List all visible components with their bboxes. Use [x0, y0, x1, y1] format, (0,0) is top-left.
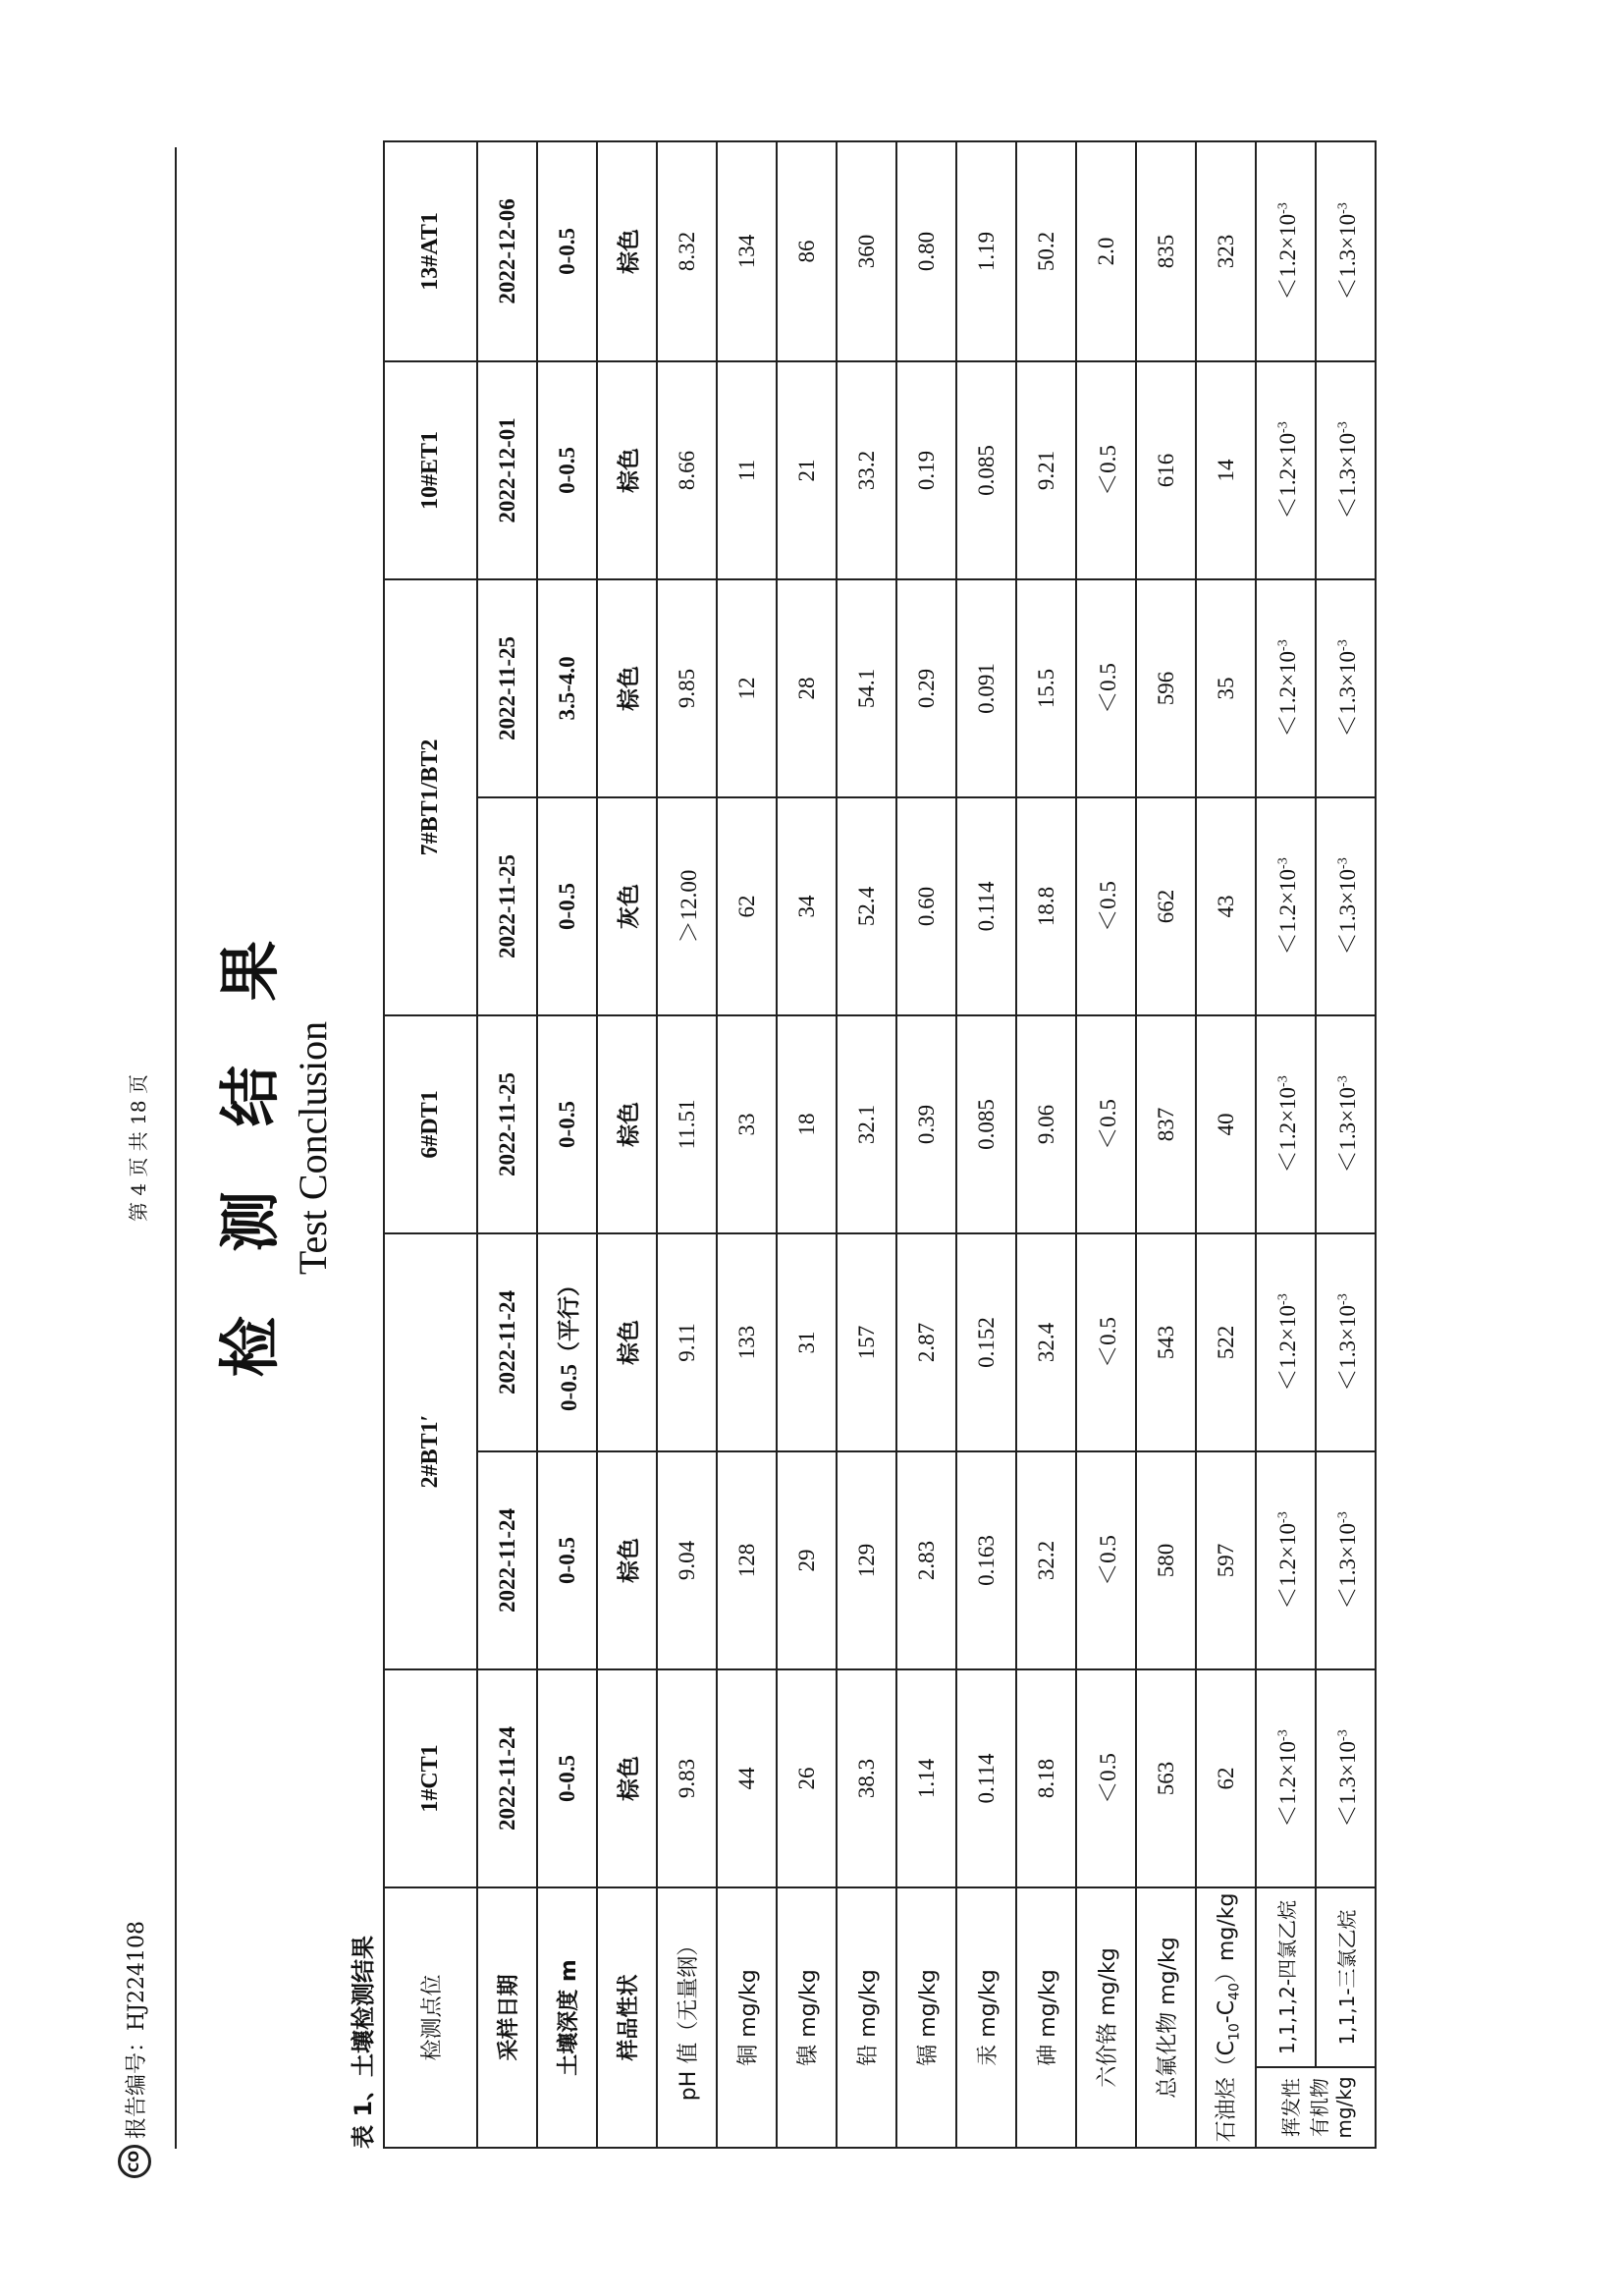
- voc-value-exponent: -3: [1335, 857, 1351, 869]
- table-cell: 9.11: [657, 1233, 717, 1451]
- table-cell: 2022-11-25: [477, 579, 537, 797]
- table-cell: 2022-11-25: [477, 797, 537, 1015]
- table-cell: 0.80: [896, 141, 956, 361]
- table-cell: 11: [717, 361, 777, 579]
- table-cell: 1.19: [956, 141, 1016, 361]
- row-label: 石油烃$(C_{10}-C_{40})mg/kg$: [1196, 1887, 1256, 2148]
- location-name: 7#BT1/BT2: [384, 579, 477, 1015]
- table-cell: 597: [1196, 1451, 1256, 1669]
- table-cell: 62: [717, 797, 777, 1015]
- voc-value-exponent: -3: [1335, 1511, 1351, 1523]
- table-cell: 128: [717, 1451, 777, 1669]
- table-cell: 596: [1136, 579, 1196, 797]
- table-cell: 26: [777, 1669, 837, 1887]
- table-row: [956, 141, 1016, 2148]
- table-cell: [1316, 1451, 1376, 1669]
- table-cell: 31: [777, 1233, 837, 1451]
- table-cell: 0-0.5: [537, 141, 597, 361]
- table-cell: 9.06: [1016, 1015, 1076, 1233]
- table-caption: 表 1、土壤检测结果: [350, 1935, 377, 2149]
- location-name: 13#AT1: [384, 141, 477, 361]
- table-cell: 3.5-4.0: [537, 579, 597, 797]
- table-cell: 2.0: [1076, 141, 1136, 361]
- table-cell: 0.091: [956, 579, 1016, 797]
- voc-value-base: ＜1.3×10: [1335, 1304, 1360, 1392]
- table-cell: 21: [777, 361, 837, 579]
- table-cell: [1316, 1233, 1376, 1451]
- table-cell: 52.4: [837, 797, 896, 1015]
- table-cell: ＜0.5: [1076, 1451, 1136, 1669]
- voc-value-exponent: -3: [1275, 857, 1291, 869]
- table-row: [1076, 141, 1136, 2148]
- table-cell: 50.2: [1016, 141, 1076, 361]
- voc-value-exponent: -3: [1275, 639, 1291, 651]
- table-row: [1136, 141, 1196, 2148]
- table-cell: 43: [1196, 797, 1256, 1015]
- voc-label: 1,1,1-三氯乙烷: [1316, 1887, 1376, 2067]
- table-cell: 835: [1136, 141, 1196, 361]
- table-cell: 9.04: [657, 1451, 717, 1669]
- table-cell: 棕色: [597, 361, 657, 579]
- table-cell: 662: [1136, 797, 1196, 1015]
- voc-row: [1316, 141, 1376, 2148]
- table-cell: 灰色: [597, 797, 657, 1015]
- table-cell: 2022-11-24: [477, 1669, 537, 1887]
- table-cell: ＜0.5: [1076, 797, 1136, 1015]
- voc-label: 1,1,1,2-四氯乙烷: [1256, 1887, 1316, 2067]
- voc-value-exponent: -3: [1335, 202, 1351, 214]
- table-cell: 34: [777, 797, 837, 1015]
- voc-value-exponent: -3: [1335, 639, 1351, 651]
- row-label: 样品性状: [597, 1887, 657, 2148]
- table-row: [777, 141, 837, 2148]
- table-row: [837, 141, 896, 2148]
- table-cell: 9.83: [657, 1669, 717, 1887]
- table-cell: 14: [1196, 361, 1256, 579]
- table-cell: 35: [1196, 579, 1256, 797]
- voc-group-label: 挥发性有机物 mg/kg: [1256, 2067, 1376, 2148]
- table-cell: [1316, 361, 1376, 579]
- row-label: 砷 mg/kg: [1016, 1887, 1076, 2148]
- table-cell: 0.114: [956, 1669, 1016, 1887]
- table-cell: 2022-12-06: [477, 141, 537, 361]
- table-cell: 0.19: [896, 361, 956, 579]
- voc-value-base: ＜1.3×10: [1335, 650, 1360, 738]
- table-cell: 32.4: [1016, 1233, 1076, 1451]
- row-label: 镉 mg/kg: [896, 1887, 956, 2148]
- voc-value-base: ＜1.3×10: [1335, 1086, 1360, 1174]
- table-cell: 棕色: [597, 1451, 657, 1669]
- table-cell: ＜0.5: [1076, 1015, 1136, 1233]
- table-cell: ＞12.00: [657, 797, 717, 1015]
- table-cell: 12: [717, 579, 777, 797]
- table-cell: 0-0.5: [537, 797, 597, 1015]
- table-cell: 0.29: [896, 579, 956, 797]
- voc-value-base: ＜1.3×10: [1335, 868, 1360, 956]
- location-name: 10#ET1: [384, 361, 477, 579]
- row-label: 汞 mg/kg: [956, 1887, 1016, 2148]
- table-cell: 616: [1136, 361, 1196, 579]
- table-cell: 32.1: [837, 1015, 896, 1233]
- table-cell: ＜0.5: [1076, 361, 1136, 579]
- table-row: [717, 141, 777, 2148]
- location-name: 2#BT1′: [384, 1233, 477, 1669]
- table-cell: 0.60: [896, 797, 956, 1015]
- table-cell: ＜0.5: [1076, 579, 1136, 797]
- location-header-row: [384, 141, 477, 2148]
- table-cell: 0.114: [956, 797, 1016, 1015]
- table-cell: 2022-11-25: [477, 1015, 537, 1233]
- voc-value-exponent: -3: [1335, 421, 1351, 433]
- table-cell: 0.163: [956, 1451, 1016, 1669]
- table-cell: 54.1: [837, 579, 896, 797]
- voc-value-exponent: -3: [1275, 421, 1291, 433]
- table-cell: 18.8: [1016, 797, 1076, 1015]
- table-cell: 9.21: [1016, 361, 1076, 579]
- voc-value-exponent: -3: [1275, 1075, 1291, 1087]
- table-cell: 129: [837, 1451, 896, 1669]
- voc-value-base: ＜1.2×10: [1275, 432, 1300, 519]
- table-cell: 棕色: [597, 579, 657, 797]
- location-name: 6#DT1: [384, 1015, 477, 1233]
- table-cell: 8.32: [657, 141, 717, 361]
- voc-value-exponent: -3: [1275, 1293, 1291, 1305]
- table-cell: 0.39: [896, 1015, 956, 1233]
- table-cell: ＜0.5: [1076, 1233, 1136, 1451]
- table-cell: 28: [777, 579, 837, 797]
- voc-value-exponent: -3: [1335, 1729, 1351, 1741]
- table-cell: [1316, 579, 1376, 797]
- table-cell: 18: [777, 1015, 837, 1233]
- table-row: [477, 141, 537, 2148]
- table-cell: 0.085: [956, 1015, 1016, 1233]
- table-cell: [1256, 579, 1316, 797]
- row-label: 铜 mg/kg: [717, 1887, 777, 2148]
- table-cell: 8.66: [657, 361, 717, 579]
- table-row: [1016, 141, 1076, 2148]
- table-cell: 360: [837, 141, 896, 361]
- row-label: 采样日期: [477, 1887, 537, 2148]
- location-header: 检测点位: [384, 1887, 477, 2148]
- table-cell: 32.2: [1016, 1451, 1076, 1669]
- table-cell: 44: [717, 1669, 777, 1887]
- table-cell: 0-0.5: [537, 1669, 597, 1887]
- table-cell: [1316, 141, 1376, 361]
- table-cell: ＜0.5: [1076, 1669, 1136, 1887]
- report-number-text: 报告编号：HJ224108: [124, 1921, 149, 2139]
- table-cell: 棕色: [597, 141, 657, 361]
- table-cell: 0-0.5: [537, 1015, 597, 1233]
- voc-value-base: ＜1.2×10: [1275, 650, 1300, 738]
- page-subtitle: Test Conclusion: [291, 1020, 335, 1276]
- table-cell: 0-0.5: [537, 1451, 597, 1669]
- voc-value-exponent: -3: [1275, 202, 1291, 214]
- voc-value-base: ＜1.3×10: [1335, 1522, 1360, 1610]
- table-cell: [1256, 797, 1316, 1015]
- table-cell: 棕色: [597, 1015, 657, 1233]
- table-cell: 0-0.5: [537, 361, 597, 579]
- table-cell: 580: [1136, 1451, 1196, 1669]
- table-cell: [1256, 1233, 1316, 1451]
- table-cell: [1256, 1669, 1316, 1887]
- table-cell: 29: [777, 1451, 837, 1669]
- voc-value-base: ＜1.3×10: [1335, 432, 1360, 519]
- table-cell: 157: [837, 1233, 896, 1451]
- page-title: 检 测 结 果: [214, 918, 286, 1378]
- row-label: 镍 mg/kg: [777, 1887, 837, 2148]
- voc-value-exponent: -3: [1275, 1511, 1291, 1523]
- row-label: pH 值（无量纲）: [657, 1887, 717, 2148]
- table-cell: 11.51: [657, 1015, 717, 1233]
- table-cell: 563: [1136, 1669, 1196, 1887]
- company-logo-icon: CO: [118, 2145, 151, 2178]
- voc-value-base: ＜1.3×10: [1335, 1740, 1360, 1828]
- table-cell: [1256, 1015, 1316, 1233]
- table-row: [896, 141, 956, 2148]
- table-cell: [1316, 797, 1376, 1015]
- header-rule: [175, 147, 177, 2149]
- row-label: 土壤深度 m: [537, 1887, 597, 2148]
- table-row: [657, 141, 717, 2148]
- page-info: 第 4 页 共 18 页: [127, 1074, 150, 1222]
- voc-value-base: ＜1.2×10: [1275, 1304, 1300, 1392]
- table-cell: 38.3: [837, 1669, 896, 1887]
- table-cell: 33.2: [837, 361, 896, 579]
- voc-value-base: ＜1.2×10: [1275, 1522, 1300, 1610]
- voc-value-base: ＜1.2×10: [1275, 1740, 1300, 1828]
- table-cell: 9.85: [657, 579, 717, 797]
- voc-row: [1256, 141, 1316, 2148]
- table-cell: 0.085: [956, 361, 1016, 579]
- table-cell: 134: [717, 141, 777, 361]
- table-cell: 133: [717, 1233, 777, 1451]
- table-cell: 323: [1196, 141, 1256, 361]
- table-cell: 33: [717, 1015, 777, 1233]
- voc-value-base: ＜1.2×10: [1275, 1086, 1300, 1174]
- table-cell: 0-0.5（平行）: [537, 1233, 597, 1451]
- voc-value-exponent: -3: [1275, 1729, 1291, 1741]
- table-cell: [1256, 361, 1316, 579]
- table-row: [597, 141, 657, 2148]
- table-cell: 8.18: [1016, 1669, 1076, 1887]
- table-cell: 1.14: [896, 1669, 956, 1887]
- table-cell: 2.87: [896, 1233, 956, 1451]
- table-cell: 522: [1196, 1233, 1256, 1451]
- table-cell: 棕色: [597, 1669, 657, 1887]
- table-cell: 15.5: [1016, 579, 1076, 797]
- table-cell: [1316, 1015, 1376, 1233]
- table-cell: 543: [1136, 1233, 1196, 1451]
- table-cell: 0.152: [956, 1233, 1016, 1451]
- row-label: 铅 mg/kg: [837, 1887, 896, 2148]
- table-cell: 837: [1136, 1015, 1196, 1233]
- voc-value-base: ＜1.2×10: [1275, 213, 1300, 301]
- table-cell: [1256, 1451, 1316, 1669]
- table-cell: 86: [777, 141, 837, 361]
- voc-value-exponent: -3: [1335, 1075, 1351, 1087]
- voc-value-exponent: -3: [1335, 1293, 1351, 1305]
- table-row: [1196, 141, 1256, 2148]
- table-cell: 2022-12-01: [477, 361, 537, 579]
- table-cell: 棕色: [597, 1233, 657, 1451]
- voc-value-base: ＜1.3×10: [1335, 213, 1360, 301]
- table-cell: 40: [1196, 1015, 1256, 1233]
- table-cell: 2022-11-24: [477, 1233, 537, 1451]
- row-label: 六价铬 mg/kg: [1076, 1887, 1136, 2148]
- table-cell: 2022-11-24: [477, 1451, 537, 1669]
- table-row: [537, 141, 597, 2148]
- table-cell: [1316, 1669, 1376, 1887]
- results-table: [383, 140, 1377, 2149]
- table-cell: 2.83: [896, 1451, 956, 1669]
- row-label: 总氟化物 mg/kg: [1136, 1887, 1196, 2148]
- location-name: 1#CT1: [384, 1669, 477, 1887]
- voc-value-base: ＜1.2×10: [1275, 868, 1300, 956]
- table-cell: 62: [1196, 1669, 1256, 1887]
- table-cell: [1256, 141, 1316, 361]
